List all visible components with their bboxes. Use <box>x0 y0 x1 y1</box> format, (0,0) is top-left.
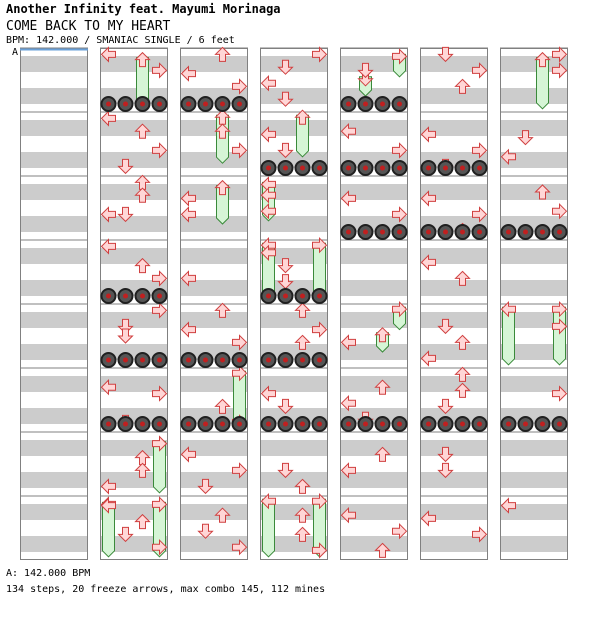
step-arrow <box>119 329 133 343</box>
stripe-band <box>420 472 488 488</box>
mine-core <box>283 358 288 363</box>
mine-core <box>397 422 402 427</box>
mine-core <box>540 422 545 427</box>
mine-core <box>363 166 368 171</box>
stripe-band <box>180 56 248 72</box>
stripe-band <box>500 536 568 552</box>
mine-core <box>397 166 402 171</box>
stripe-band <box>20 376 88 392</box>
mine-core <box>426 166 431 171</box>
mine-core <box>123 358 128 363</box>
mine-core <box>506 230 511 235</box>
mine-core <box>203 102 208 107</box>
mine-core <box>317 358 322 363</box>
stripe-band <box>420 376 488 392</box>
mine-core <box>363 422 368 427</box>
mine-core <box>266 294 271 299</box>
stripe-band <box>20 504 88 520</box>
mine-core <box>237 358 242 363</box>
mine-core <box>266 358 271 363</box>
mine-core <box>363 102 368 107</box>
mine-core <box>140 422 145 427</box>
mine-core <box>346 102 351 107</box>
mine-core <box>317 166 322 171</box>
mine-core <box>300 166 305 171</box>
bpm-marker-label: A <box>12 47 19 58</box>
mine-core <box>346 422 351 427</box>
mine-core <box>477 166 482 171</box>
stripe-band <box>100 120 168 136</box>
mine-core <box>346 230 351 235</box>
stripe-band <box>20 248 88 264</box>
mine-core <box>203 358 208 363</box>
mine-core <box>443 166 448 171</box>
stripe-band <box>20 472 88 488</box>
mine-core <box>426 422 431 427</box>
mine-core <box>317 294 322 299</box>
mine-core <box>283 294 288 299</box>
stripe-band <box>100 216 168 232</box>
mine-core <box>123 102 128 107</box>
stripe-band <box>180 472 248 488</box>
mine-core <box>426 230 431 235</box>
stripe-band <box>180 312 248 328</box>
mine-core <box>363 230 368 235</box>
stripe-band <box>500 184 568 200</box>
mine-core <box>523 422 528 427</box>
stripe-band <box>340 280 408 296</box>
mine-core <box>380 166 385 171</box>
mine-core <box>186 422 191 427</box>
mine-core <box>157 358 162 363</box>
mine-core <box>106 422 111 427</box>
stripe-band <box>20 184 88 200</box>
mine-core <box>266 166 271 171</box>
song-artist: Another Infinity feat. Mayumi Morinaga <box>6 2 281 16</box>
chart-subtitle: BPM: 142.000 / SMANIAC SINGLE / 6 feet <box>6 35 235 46</box>
mine-core <box>123 422 128 427</box>
stripe-band <box>260 56 328 72</box>
mine-core <box>380 102 385 107</box>
mine-core <box>346 166 351 171</box>
mine-core <box>123 294 128 299</box>
mine-core <box>397 102 402 107</box>
mine-core <box>557 230 562 235</box>
stripe-band <box>500 472 568 488</box>
mine-core <box>140 358 145 363</box>
stripe-band <box>340 376 408 392</box>
stripe-band <box>340 472 408 488</box>
stripe-band <box>340 248 408 264</box>
stripe-band <box>20 120 88 136</box>
mine-core <box>317 422 322 427</box>
stripe-band <box>100 312 168 328</box>
mine-core <box>460 166 465 171</box>
stripe-band <box>20 312 88 328</box>
mine-core <box>283 422 288 427</box>
stripe-band <box>420 280 488 296</box>
mine-core <box>523 230 528 235</box>
stripe-band <box>180 120 248 136</box>
stripe-band <box>500 440 568 456</box>
mine-core <box>186 102 191 107</box>
mine-core <box>540 230 545 235</box>
mine-core <box>460 422 465 427</box>
stripe-band <box>20 408 88 424</box>
mine-core <box>300 294 305 299</box>
stripe-band <box>340 344 408 360</box>
mine-core <box>397 230 402 235</box>
mine-core <box>220 358 225 363</box>
mine-core <box>157 422 162 427</box>
stripe-band <box>340 440 408 456</box>
stripe-band <box>180 216 248 232</box>
stripe-band <box>420 312 488 328</box>
mine-core <box>506 422 511 427</box>
stripe-band <box>340 536 408 552</box>
stripe-band <box>20 88 88 104</box>
stripe-band <box>180 504 248 520</box>
mine-core <box>477 230 482 235</box>
stripe-band <box>20 56 88 72</box>
stripe-band <box>20 280 88 296</box>
stripe-band <box>100 152 168 168</box>
mine-core <box>220 102 225 107</box>
stripe-band <box>260 440 328 456</box>
stripe-band <box>420 440 488 456</box>
stripe-band <box>180 248 248 264</box>
stripe-band <box>180 152 248 168</box>
mine-core <box>557 422 562 427</box>
footer-stats: 134 steps, 20 freeze arrows, max combo 145, 112 mines <box>6 584 326 595</box>
mine-core <box>140 102 145 107</box>
mine-core <box>380 230 385 235</box>
mine-core <box>460 230 465 235</box>
song-title: COME BACK TO MY HEART <box>6 19 171 34</box>
mine-core <box>300 358 305 363</box>
stripe-band <box>500 280 568 296</box>
stripe-band <box>260 376 328 392</box>
stripe-band <box>500 88 568 104</box>
mine-core <box>237 102 242 107</box>
stripe-band <box>100 184 168 200</box>
stripe-band <box>500 120 568 136</box>
stripe-band <box>260 312 328 328</box>
stripe-band <box>500 248 568 264</box>
mine-core <box>237 422 242 427</box>
mine-core <box>220 422 225 427</box>
mine-core <box>140 294 145 299</box>
mine-core <box>186 358 191 363</box>
stripe-band <box>260 88 328 104</box>
mine-core <box>106 102 111 107</box>
mine-core <box>106 358 111 363</box>
stripe-band <box>20 440 88 456</box>
stripe-band <box>420 88 488 104</box>
mine-core <box>157 102 162 107</box>
stripe-band <box>20 216 88 232</box>
mine-core <box>266 422 271 427</box>
stripe-band <box>20 152 88 168</box>
mine-core <box>300 422 305 427</box>
mine-core <box>203 422 208 427</box>
mine-core <box>443 422 448 427</box>
stripe-band <box>180 280 248 296</box>
mine-core <box>477 422 482 427</box>
mine-core <box>106 294 111 299</box>
mine-core <box>443 230 448 235</box>
stripe-band <box>420 536 488 552</box>
footer-bpm-line: A: 142.000 BPM <box>6 568 91 579</box>
stripe-band <box>260 472 328 488</box>
stripe-band <box>20 536 88 552</box>
stripe-band <box>100 248 168 264</box>
stripe-band <box>20 344 88 360</box>
mine-core <box>283 166 288 171</box>
stripe-band <box>500 376 568 392</box>
mine-core <box>380 422 385 427</box>
mine-core <box>157 294 162 299</box>
